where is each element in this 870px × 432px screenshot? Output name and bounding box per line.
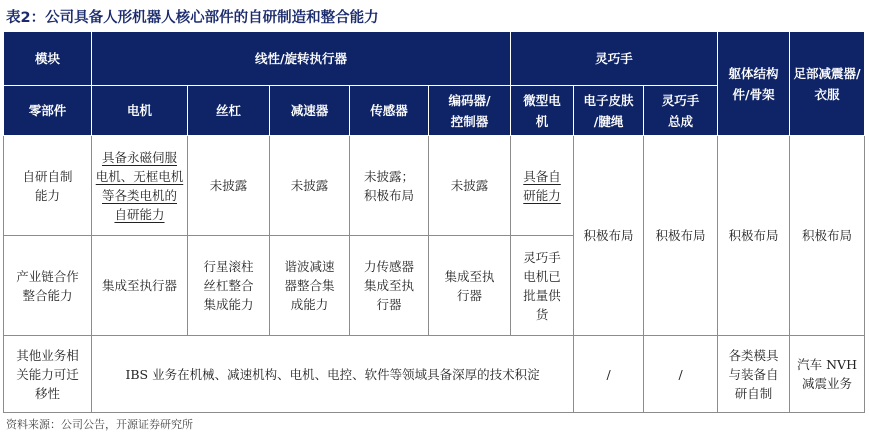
cell-other-e-skin: / bbox=[574, 336, 644, 413]
subheader-screw: 丝杠 bbox=[188, 86, 270, 136]
cell-other-hand-assembly: / bbox=[644, 336, 718, 413]
header-torso: 躯体结构件/骨架 bbox=[718, 32, 790, 136]
cell-self-rd-motor-text: 具备永磁伺服 电机、无框电机 等各类电机的 自研能力 bbox=[95, 149, 184, 222]
subheader-e-skin: 电子皮肤 /腱绳 bbox=[574, 86, 644, 136]
subheader-sensor: 传感器 bbox=[350, 86, 429, 136]
source-note: 资料来源：公司公告，开源证券研究所 bbox=[6, 418, 193, 431]
cell-e-skin-shared: 积极布局 bbox=[574, 136, 644, 336]
capability-table bbox=[3, 31, 865, 413]
cell-self-rd-micro-motor-text: 具备自 研能力 bbox=[523, 168, 561, 203]
cell-self-rd-screw: 未披露 bbox=[188, 136, 270, 236]
subheader-micro-motor: 微型电 机 bbox=[511, 86, 574, 136]
cell-other-foot: 汽车 NVH 减震业务 bbox=[790, 336, 865, 413]
subheader-reducer: 减速器 bbox=[270, 86, 350, 136]
cell-self-rd-encoder: 未披露 bbox=[429, 136, 511, 236]
subheader-encoder: 编码器/ 控制器 bbox=[429, 86, 511, 136]
row-label-self-rd: 自研自制 能力 bbox=[4, 136, 92, 236]
cell-chain-micro-motor: 灵巧手 电机已 批量供 货 bbox=[511, 236, 574, 336]
cell-chain-reducer: 谐波减速 器整合集 成能力 bbox=[270, 236, 350, 336]
table-title: 表2：公司具备人形机器人核心部件的自研制造和整合能力 bbox=[6, 10, 379, 26]
subheader-hand-assembly: 灵巧手 总成 bbox=[644, 86, 718, 136]
cell-self-rd-motor bbox=[92, 136, 188, 236]
subheader-component: 零部件 bbox=[4, 86, 92, 136]
header-foot: 足部减震器/衣服 bbox=[790, 32, 865, 136]
header-actuator: 线性/旋转执行器 bbox=[92, 32, 511, 86]
cell-chain-encoder: 集成至执 行器 bbox=[429, 236, 511, 336]
subheader-motor: 电机 bbox=[92, 86, 188, 136]
row-label-other: 其他业务相 关能力可迁 移性 bbox=[4, 336, 92, 413]
cell-torso-shared: 积极布局 bbox=[718, 136, 790, 336]
cell-other-torso: 各类模具 与装备自 研自制 bbox=[718, 336, 790, 413]
cell-chain-sensor: 力传感器 集成至执 行器 bbox=[350, 236, 429, 336]
cell-foot-shared: 积极布局 bbox=[790, 136, 865, 336]
cell-chain-screw: 行星滚柱 丝杠整合 集成能力 bbox=[188, 236, 270, 336]
row-label-industry-chain: 产业链合作 整合能力 bbox=[4, 236, 92, 336]
header-module: 模块 bbox=[4, 32, 92, 86]
cell-hand-assembly-shared: 积极布局 bbox=[644, 136, 718, 336]
cell-self-rd-micro-motor bbox=[511, 136, 574, 236]
cell-self-rd-sensor: 未披露； 积极布局 bbox=[350, 136, 429, 236]
cell-chain-motor: 集成至执行器 bbox=[92, 236, 188, 336]
cell-self-rd-reducer: 未披露 bbox=[270, 136, 350, 236]
header-dexterous-hand: 灵巧手 bbox=[511, 32, 718, 86]
cell-other-actuator: IBS 业务在机械、减速机构、电机、电控、软件等领域具备深厚的技术积淀 bbox=[92, 336, 574, 413]
